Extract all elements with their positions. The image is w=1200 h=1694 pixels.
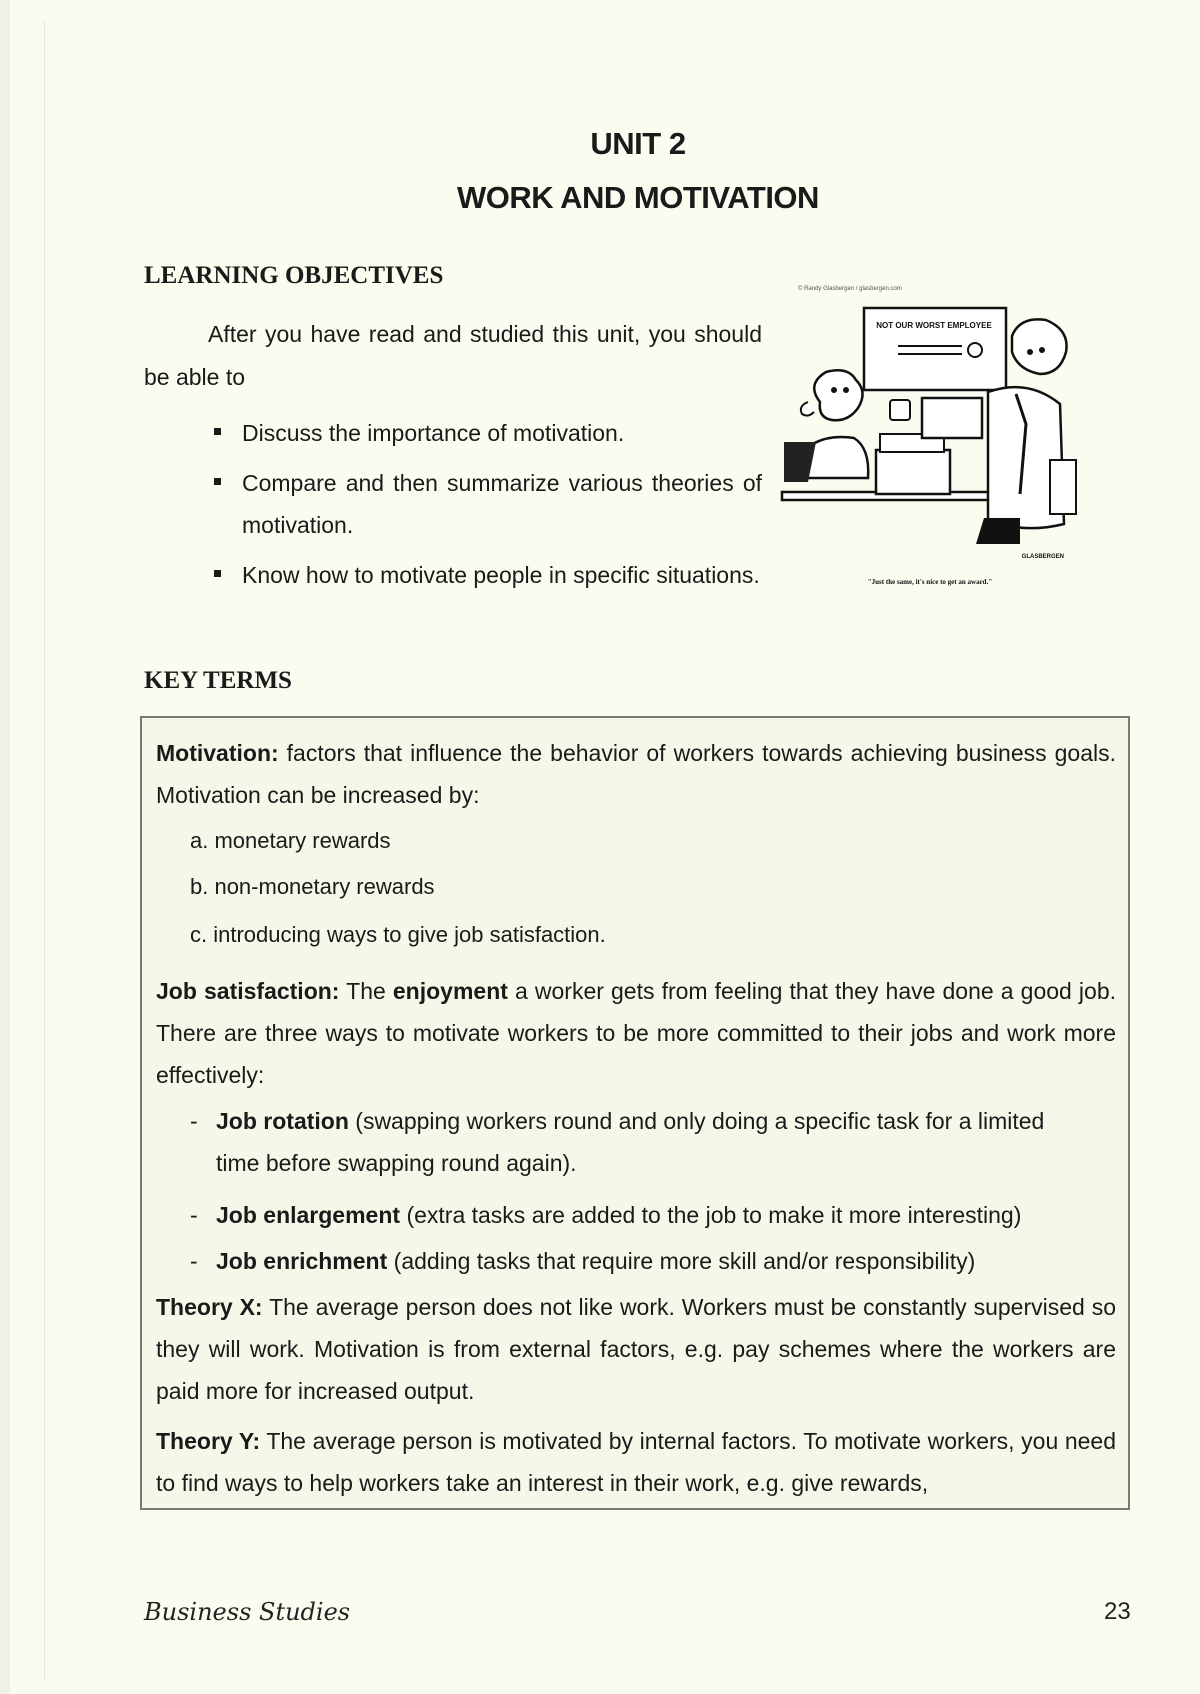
motivation-option: b. non-monetary rewards — [190, 874, 435, 899]
term-definition-start: The — [346, 978, 386, 1004]
method-job-rotation: - Job rotation (swapping workers round and only doing a specific task for a limited time before swapping round again). — [190, 1100, 1116, 1184]
term-definition: The average person does not like work. Workers must be constantly supervised so they will work. Motivation is from external factors, e.g. pay schemes where the workers are paid more for increased output. — [156, 1294, 1116, 1404]
term-definition: factors that influence the behavior of workers towards achieving business goals. Motivation can be increased by: — [156, 740, 1117, 808]
method-job-enrichment: - Job enrichment (adding tasks that require more skill and/or responsibility) — [190, 1248, 976, 1274]
method-name: Job enlargement — [216, 1202, 401, 1228]
job-satisfaction-term — [156, 970, 1116, 1096]
objective-item: Know how to motivate people in specific situations. — [212, 554, 762, 596]
method-job-enlargement: - Job enlargement (extra tasks are added to the job to make it more interesting) — [190, 1202, 1022, 1228]
objective-item: Compare and then summarize various theories of motivation. — [212, 462, 762, 546]
objective-item: Discuss the importance of motivation. — [212, 412, 762, 454]
cartoon-credit: © Randy Glasbergen / glasbergen.com — [798, 286, 902, 292]
term-label: Theory X: — [156, 1294, 263, 1320]
term-label: Motivation: — [156, 740, 279, 766]
page-number: 23 — [1104, 1598, 1131, 1625]
unit-title: WORK AND MOTIVATION — [457, 180, 819, 215]
motivation-option: a. monetary rewards — [190, 828, 391, 853]
cartoon-signature: GLASBERGEN — [1021, 554, 1064, 560]
theory-x-term — [156, 1286, 1116, 1412]
method-description: (adding tasks that require more skill and/or responsibility) — [393, 1248, 976, 1274]
margin-line — [44, 20, 45, 1680]
page-edge — [0, 0, 10, 1694]
method-description: (extra tasks are added to the job to make it more interesting) — [406, 1202, 1022, 1228]
method-name: Job enrichment — [216, 1248, 388, 1274]
term-label: Job satisfaction: — [156, 978, 340, 1004]
key-terms-heading: KEY TERMS — [144, 667, 292, 694]
theory-y-term — [156, 1420, 1116, 1504]
award-sign-text: NOT OUR WORST EMPLOYEE — [876, 321, 992, 330]
book-title: Business Studies — [144, 1598, 351, 1626]
term-label: Theory Y: — [156, 1428, 261, 1454]
method-name: Job rotation — [216, 1108, 349, 1134]
objectives-intro-text: After you have read and studied this unit, you should be able to — [144, 321, 762, 390]
learning-objectives-heading: LEARNING OBJECTIVES — [144, 262, 444, 289]
motivation-option: c. introducing ways to give job satisfaction. — [190, 922, 606, 947]
cartoon-caption: "Just the same, it's nice to get an award." — [867, 578, 993, 586]
motivation-term — [156, 732, 1116, 816]
term-definition: a worker gets from feeling that they have done a good job. There are three ways to motivate workers to be more committed to their jobs and work more effectively: — [156, 978, 1116, 1088]
key-terms-box — [140, 716, 1130, 1510]
objectives-list — [212, 412, 762, 604]
term-emphasis: enjoyment — [392, 978, 508, 1004]
term-definition: The average person is motivated by internal factors. To motivate workers, you need to find ways to help workers take an interest in their work, e.g. give rewards, — [156, 1428, 1116, 1496]
objectives-intro — [144, 313, 762, 399]
method-description-continued: time before swapping round again). — [216, 1150, 577, 1176]
office-cartoon — [780, 282, 1080, 622]
method-description: (swapping workers round and only doing a specific task for a limited — [355, 1108, 1045, 1134]
unit-number: UNIT 2 — [590, 126, 686, 161]
